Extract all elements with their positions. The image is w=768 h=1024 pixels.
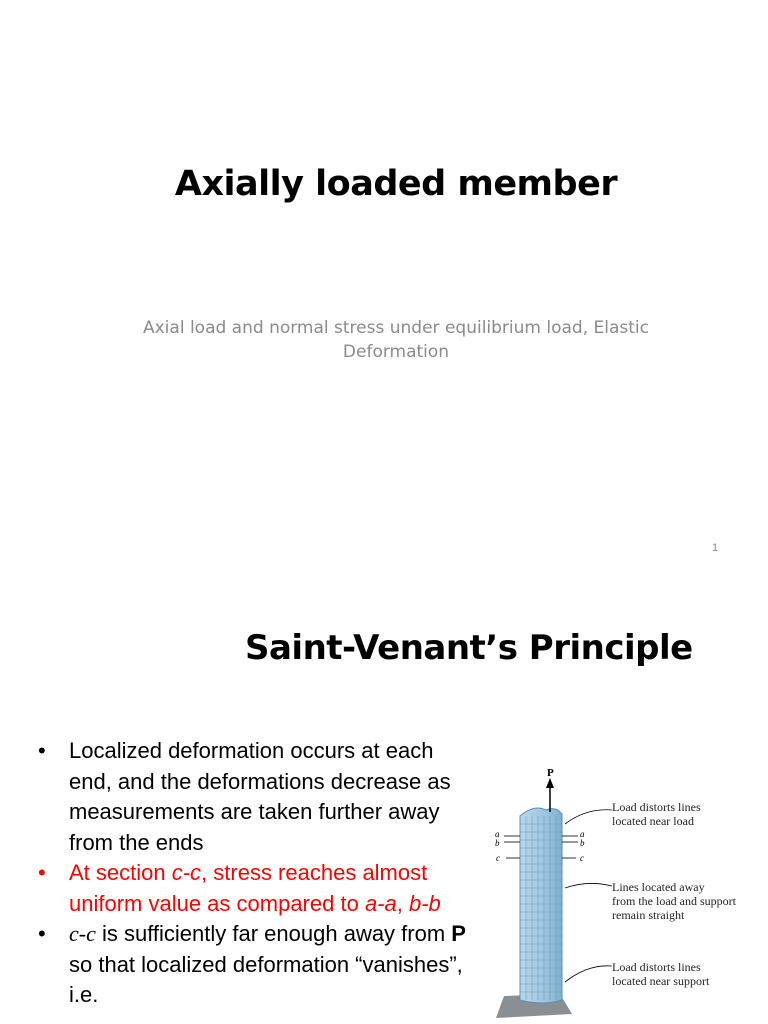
section-c-c: c-c: [171, 860, 202, 885]
bullet-text: is sufficiently far enough away from: [95, 921, 452, 946]
bullet-text: ,: [396, 890, 409, 916]
section-b-b: b-b: [408, 890, 441, 916]
slide-title: Axially loaded member: [174, 164, 618, 204]
slide-subtitle: [96, 316, 696, 364]
bullet-item: [36, 736, 476, 858]
bullet-text: , stress reaches almost uniform value as compared to: [69, 860, 428, 916]
load-arrow-head: [546, 778, 554, 788]
section-a-a: a-a: [364, 890, 397, 916]
annotation-near-support: [612, 960, 709, 988]
bullet-text: so that localized deformation “vanishes”, i.e.: [69, 951, 463, 1007]
section-label-b: b: [580, 838, 585, 848]
load-label: P: [547, 768, 554, 779]
bullet-list: [36, 736, 476, 1011]
subtitle-line-2: Deformation: [342, 342, 450, 362]
bullet-item: [36, 919, 476, 1011]
bullet-icon: •: [38, 921, 46, 946]
annotation-line: remain straight: [612, 908, 685, 922]
annotation-line: Load distorts lines: [612, 960, 701, 974]
bullet-text: At section: [69, 860, 172, 885]
slide-title: Saint-Venant’s Principle: [245, 628, 693, 668]
annotation-line: Load distorts lines: [612, 800, 701, 814]
bullet-icon: •: [38, 738, 46, 763]
content-slide: [0, 576, 768, 1024]
section-label-c: c: [580, 853, 584, 863]
saint-venant-figure: [490, 768, 760, 1024]
subtitle-line-1: Axial load and normal stress under equilibrium load, Elastic: [142, 318, 649, 338]
page-number: 1: [712, 542, 719, 554]
section-c-c: c-c: [69, 921, 96, 946]
leader-line: [565, 883, 612, 888]
section-label-a: a: [580, 829, 585, 839]
annotation-line: located near support: [612, 974, 710, 988]
section-label-c: c: [496, 853, 500, 863]
annotation-line: located near load: [612, 814, 694, 828]
bullet-text: Localized deformation occurs at each end, and the deformations decrease as measurements are taken further away from the ends: [69, 738, 451, 855]
bullet-icon: •: [38, 860, 46, 885]
bullet-item: [36, 858, 476, 919]
leader-line: [565, 966, 612, 982]
section-label-a: a: [495, 829, 500, 839]
annotation-near-load: [612, 800, 701, 828]
leader-line: [565, 810, 612, 824]
annotation-line: Lines located away: [612, 880, 705, 894]
load-symbol: P: [451, 921, 466, 946]
annotation-straight-lines: [612, 880, 736, 922]
annotation-line: from the load and support: [612, 894, 736, 908]
section-label-b: b: [495, 838, 500, 848]
